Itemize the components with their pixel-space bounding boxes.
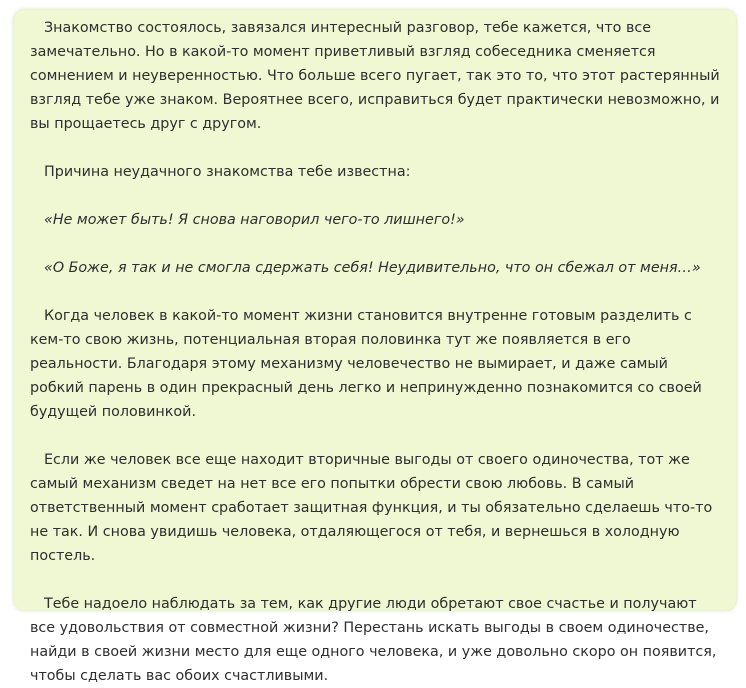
paragraph-readiness: Когда человек в какой-то момент жизни становится внутренне готовым разделить с кем-то свою жизнь, потенциальная вторая половинка тут же появляется в его реальности. Благодаря этому механизму человечество не вымирает, и даже самый робкий парень в один прекрасный день легко и непринужденно познакомится со своей будущей половинкой. xyxy=(30,308,702,420)
paragraph-conclusion: Тебе надоело наблюдать за тем, как другие люди обретают свое счастье и получают все удовольствия от совместной жизни? Перестань искать выгоды в своем одиночестве, найди в своей жизни место для еще одного человека, и уже довольно скоро он появится, чтобы сделать вас обоих счастливыми. xyxy=(30,596,717,684)
quote-second: «О Боже, я так и не смогла сдержать себя! Неудивительно, что он сбежал от меня…» xyxy=(44,260,701,276)
paragraph-intro: Знакомство состоялось, завязался интересный разговор, тебе кажется, что все замечательно. Но в какой-то момент приветливый взгляд собеседника сменяется сомнением и неуверенностью. Что больше всего пугает, так это то, что этот растерянный взгляд тебе уже знаком. Вероятнее всего, исправиться будет практически невозможно, и вы прощаетесь друг с другом. xyxy=(30,20,720,132)
paragraph-secondary-benefits: Если же человек все еще находит вторичные выгоды от своего одиночества, тот же самый механизм сведет на нет все его попытки обрести свою любовь. В самый ответственный момент сработает защитная функция, и ты обязательно сделаешь что-то не так. И снова увидишь человека, отдаляющегося от тебя, и вернешься в холодную постель. xyxy=(30,452,713,564)
quote-first: «Не может быть! Я снова наговорил чего-то лишнего!» xyxy=(44,212,465,228)
article-panel xyxy=(14,10,736,684)
paragraph-reason: Причина неудачного знакомства тебе известна: xyxy=(44,164,411,180)
